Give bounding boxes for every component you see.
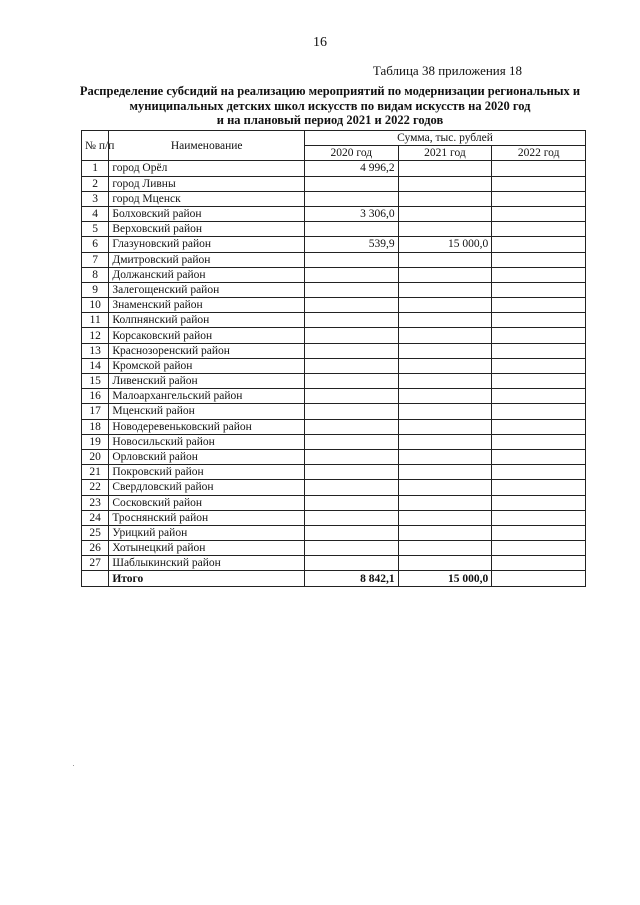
row-name: Верховский район xyxy=(109,222,305,237)
row-value-2020 xyxy=(305,222,399,237)
table-row xyxy=(82,206,586,221)
row-value-2021 xyxy=(398,161,492,176)
row-value-2022 xyxy=(492,298,586,313)
document-title xyxy=(70,84,590,128)
row-value-2022 xyxy=(492,419,586,434)
table-row xyxy=(82,525,586,540)
row-number: 4 xyxy=(82,206,109,221)
table-row xyxy=(82,298,586,313)
row-name: Болховский район xyxy=(109,206,305,221)
row-value-2020 xyxy=(305,434,399,449)
row-name: Сосковский район xyxy=(109,495,305,510)
row-name: Шаблыкинский район xyxy=(109,556,305,571)
row-value-2022 xyxy=(492,161,586,176)
table-reference: Таблица 38 приложения 18 xyxy=(372,63,522,78)
row-value-2022 xyxy=(492,374,586,389)
total-2020: 8 842,1 xyxy=(305,571,399,586)
row-number: 19 xyxy=(82,434,109,449)
row-value-2021 xyxy=(398,556,492,571)
row-number: 25 xyxy=(82,525,109,540)
row-value-2020 xyxy=(305,298,399,313)
row-value-2021 xyxy=(398,358,492,373)
row-number: 26 xyxy=(82,541,109,556)
row-value-2021 xyxy=(398,434,492,449)
row-value-2022 xyxy=(492,313,586,328)
title-line: Распределение субсидий на реализацию мероприятий по модернизации региональных и xyxy=(79,84,581,98)
header-num: № п/п xyxy=(82,131,109,161)
row-name: Глазуновский район xyxy=(109,237,305,252)
row-number: 10 xyxy=(82,298,109,313)
table-row xyxy=(82,419,586,434)
header-sum: Сумма, тыс. рублей xyxy=(305,131,586,146)
row-value-2022 xyxy=(492,434,586,449)
header-year-2021: 2021 год xyxy=(398,146,492,161)
table-row xyxy=(82,556,586,571)
row-value-2021 xyxy=(398,252,492,267)
table-row xyxy=(82,404,586,419)
table-row xyxy=(82,191,586,206)
row-number: 12 xyxy=(82,328,109,343)
total-2021: 15 000,0 xyxy=(398,571,492,586)
row-number: 17 xyxy=(82,404,109,419)
table-row xyxy=(82,282,586,297)
row-number: 22 xyxy=(82,480,109,495)
row-number: 16 xyxy=(82,389,109,404)
table-row xyxy=(82,510,586,525)
header-year-2020: 2020 год xyxy=(305,146,399,161)
row-value-2020 xyxy=(305,419,399,434)
header-name: Наименование xyxy=(109,131,305,161)
row-name: Должанский район xyxy=(109,267,305,282)
title-line: муниципальных детских школ искусств по видам искусств на 2020 год xyxy=(129,98,531,113)
row-name: город Орёл xyxy=(109,161,305,176)
row-value-2020 xyxy=(305,191,399,206)
row-value-2022 xyxy=(492,206,586,221)
row-value-2020: 4 996,2 xyxy=(305,161,399,176)
row-number: 1 xyxy=(82,161,109,176)
row-value-2022 xyxy=(492,465,586,480)
row-number: 6 xyxy=(82,237,109,252)
row-value-2020 xyxy=(305,556,399,571)
row-value-2020 xyxy=(305,343,399,358)
row-name: Дмитровский район xyxy=(109,252,305,267)
table-row xyxy=(82,434,586,449)
row-value-2022 xyxy=(492,252,586,267)
row-name: Новодеревеньковский район xyxy=(109,419,305,434)
row-name: Мценский район xyxy=(109,404,305,419)
row-value-2022 xyxy=(492,525,586,540)
row-number: 2 xyxy=(82,176,109,191)
row-number: 11 xyxy=(82,313,109,328)
row-value-2020 xyxy=(305,465,399,480)
row-value-2020 xyxy=(305,328,399,343)
row-value-2021 xyxy=(398,495,492,510)
row-value-2020 xyxy=(305,525,399,540)
page-number: 16 xyxy=(313,35,327,50)
row-value-2022 xyxy=(492,404,586,419)
row-value-2020 xyxy=(305,176,399,191)
row-value-2020 xyxy=(305,358,399,373)
row-value-2021 xyxy=(398,419,492,434)
table-row xyxy=(82,541,586,556)
row-number: 3 xyxy=(82,191,109,206)
row-number: 8 xyxy=(82,267,109,282)
row-value-2021 xyxy=(398,510,492,525)
row-name: Свердловский район xyxy=(109,480,305,495)
subsidy-table xyxy=(81,130,586,587)
row-number: 20 xyxy=(82,449,109,464)
row-value-2022 xyxy=(492,191,586,206)
row-value-2021 xyxy=(398,298,492,313)
row-number: 7 xyxy=(82,252,109,267)
row-number: 13 xyxy=(82,343,109,358)
row-name: город Ливны xyxy=(109,176,305,191)
row-value-2021 xyxy=(398,313,492,328)
row-value-2020 xyxy=(305,541,399,556)
row-name: Хотынецкий район xyxy=(109,541,305,556)
row-number: 27 xyxy=(82,556,109,571)
header-year-2022: 2022 год xyxy=(492,146,586,161)
row-value-2020 xyxy=(305,267,399,282)
table-row xyxy=(82,252,586,267)
row-value-2021 xyxy=(398,480,492,495)
total-2022 xyxy=(492,571,586,586)
row-value-2022 xyxy=(492,176,586,191)
row-value-2022 xyxy=(492,358,586,373)
row-value-2021 xyxy=(398,389,492,404)
table-row xyxy=(82,465,586,480)
row-value-2021 xyxy=(398,206,492,221)
row-value-2021 xyxy=(398,267,492,282)
row-value-2020 xyxy=(305,495,399,510)
row-value-2020 xyxy=(305,374,399,389)
total-row xyxy=(82,571,586,586)
row-value-2021 xyxy=(398,222,492,237)
row-number: 18 xyxy=(82,419,109,434)
row-value-2020 xyxy=(305,480,399,495)
row-value-2020: 539,9 xyxy=(305,237,399,252)
table-row xyxy=(82,237,586,252)
row-value-2020 xyxy=(305,404,399,419)
scan-artifact xyxy=(73,765,74,766)
row-value-2021: 15 000,0 xyxy=(398,237,492,252)
row-value-2021 xyxy=(398,525,492,540)
row-name: Покровский район xyxy=(109,465,305,480)
row-name: Урицкий район xyxy=(109,525,305,540)
table-row xyxy=(82,495,586,510)
row-name: Знаменский район xyxy=(109,298,305,313)
table-row xyxy=(82,343,586,358)
row-name: Кромской район xyxy=(109,358,305,373)
row-value-2021 xyxy=(398,343,492,358)
row-value-2022 xyxy=(492,495,586,510)
total-num-cell xyxy=(82,571,109,586)
row-value-2022 xyxy=(492,237,586,252)
row-value-2022 xyxy=(492,267,586,282)
row-value-2021 xyxy=(398,404,492,419)
row-number: 9 xyxy=(82,282,109,297)
row-value-2020 xyxy=(305,282,399,297)
table-row xyxy=(82,358,586,373)
row-value-2022 xyxy=(492,282,586,297)
row-value-2022 xyxy=(492,541,586,556)
table-row xyxy=(82,222,586,237)
row-number: 23 xyxy=(82,495,109,510)
row-number: 24 xyxy=(82,510,109,525)
table-row xyxy=(82,480,586,495)
row-value-2022 xyxy=(492,510,586,525)
row-value-2020: 3 306,0 xyxy=(305,206,399,221)
row-value-2022 xyxy=(492,556,586,571)
row-number: 14 xyxy=(82,358,109,373)
row-value-2021 xyxy=(398,176,492,191)
row-value-2022 xyxy=(492,343,586,358)
row-value-2020 xyxy=(305,252,399,267)
table-row xyxy=(82,161,586,176)
row-value-2020 xyxy=(305,510,399,525)
table-body xyxy=(82,161,586,571)
row-value-2022 xyxy=(492,328,586,343)
row-name: город Мценск xyxy=(109,191,305,206)
table-row xyxy=(82,267,586,282)
row-number: 5 xyxy=(82,222,109,237)
table-row xyxy=(82,176,586,191)
table-row xyxy=(82,449,586,464)
row-value-2022 xyxy=(492,449,586,464)
row-value-2020 xyxy=(305,313,399,328)
row-value-2020 xyxy=(305,449,399,464)
row-name: Орловский район xyxy=(109,449,305,464)
total-label: Итого xyxy=(109,571,305,586)
row-name: Залегощенский район xyxy=(109,282,305,297)
row-name: Корсаковский район xyxy=(109,328,305,343)
row-value-2020 xyxy=(305,389,399,404)
row-name: Краснозоренский район xyxy=(109,343,305,358)
row-name: Малоархангельский район xyxy=(109,389,305,404)
table-row xyxy=(82,389,586,404)
row-number: 15 xyxy=(82,374,109,389)
row-value-2021 xyxy=(398,191,492,206)
row-value-2022 xyxy=(492,389,586,404)
row-name: Колпнянский район xyxy=(109,313,305,328)
row-value-2021 xyxy=(398,374,492,389)
table-row xyxy=(82,313,586,328)
table-row xyxy=(82,328,586,343)
row-name: Новосильский район xyxy=(109,434,305,449)
table-row xyxy=(82,374,586,389)
row-value-2021 xyxy=(398,282,492,297)
row-value-2021 xyxy=(398,465,492,480)
row-name: Ливенский район xyxy=(109,374,305,389)
row-number: 21 xyxy=(82,465,109,480)
row-name: Троснянский район xyxy=(109,510,305,525)
title-line: и на плановый период 2021 и 2022 годов xyxy=(216,113,444,127)
row-value-2021 xyxy=(398,541,492,556)
row-value-2022 xyxy=(492,480,586,495)
row-value-2021 xyxy=(398,328,492,343)
row-value-2021 xyxy=(398,449,492,464)
row-value-2022 xyxy=(492,222,586,237)
